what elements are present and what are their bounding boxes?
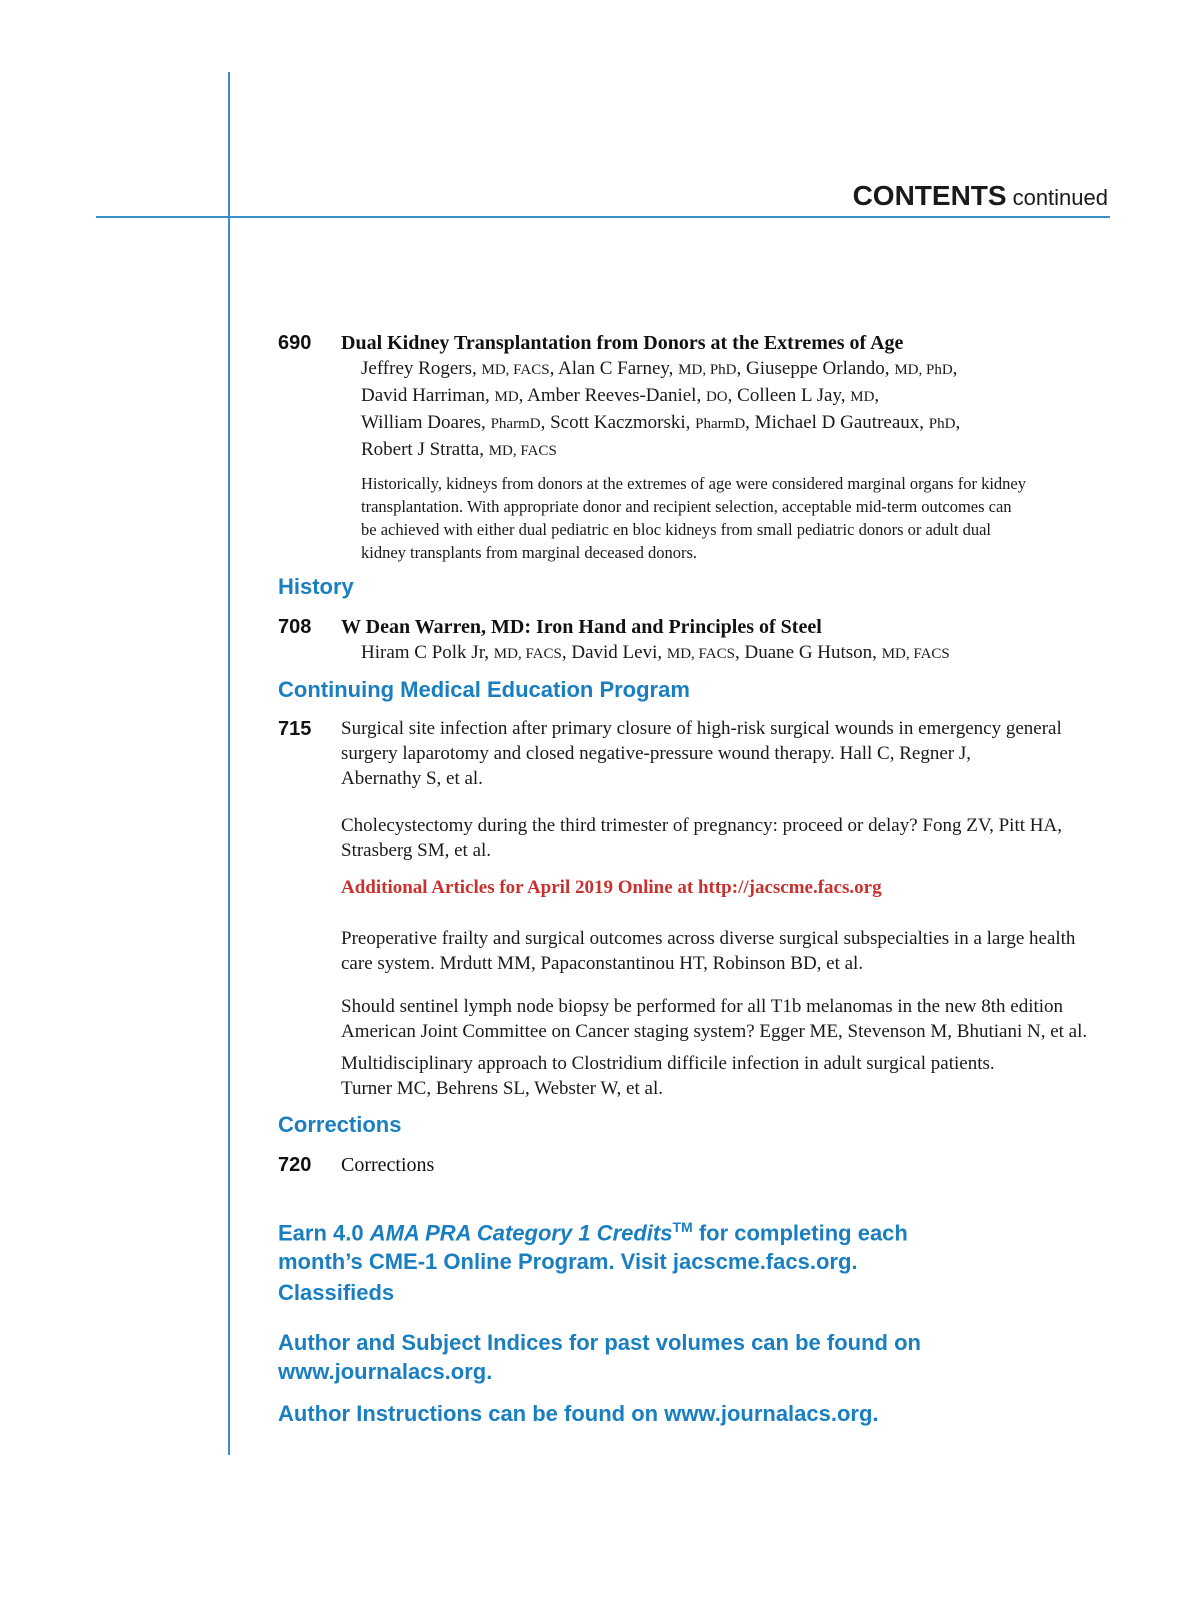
- author-instructions-note[interactable]: Author Instructions can be found on www.journalacs.org.: [278, 1401, 879, 1426]
- header-title: CONTENTS: [852, 180, 1007, 211]
- text-line: Author and Subject Indices for past volumes can be found on: [278, 1330, 921, 1355]
- abstract-690: [361, 472, 1111, 564]
- page-number-690: 690: [278, 332, 312, 354]
- section-history: History: [278, 574, 354, 599]
- author-name: , Duane G Hutson,: [734, 642, 882, 663]
- page-number-708: 708: [278, 616, 312, 638]
- author-name: , Scott Kaczmorski,: [540, 412, 696, 433]
- author-line: [361, 437, 1101, 464]
- cme-item-5[interactable]: [341, 1051, 1116, 1101]
- authors-708: [361, 640, 1101, 667]
- author-degree: MD, FACS: [493, 646, 562, 662]
- author-degree: MD, FACS: [488, 443, 557, 459]
- author-degree: MD, PhD: [894, 362, 953, 378]
- vertical-rule: [228, 72, 230, 1455]
- earn-suffix: for completing each: [692, 1220, 908, 1246]
- header-subtitle: continued: [1012, 185, 1108, 210]
- author-name: ,: [874, 385, 880, 406]
- text-line: Surgical site infection after primary closure of high-risk surgical wounds in emergency general: [341, 718, 1062, 739]
- author-degree: PharmD: [695, 416, 746, 432]
- page-number-715: 715: [278, 718, 312, 740]
- section-corrections: Corrections: [278, 1112, 402, 1137]
- author-name: William Doares,: [361, 412, 491, 433]
- text-line: Abernathy S, et al.: [341, 768, 483, 789]
- author-line: [361, 640, 1101, 667]
- text-line: care system. Mrdutt MM, Papaconstantinou HT, Robinson BD, et al.: [341, 953, 864, 974]
- cme-item-4[interactable]: [341, 994, 1116, 1044]
- earn-prefix: Earn 4.0: [278, 1220, 370, 1246]
- author-name: , Michael D Gautreaux,: [745, 412, 929, 433]
- authors-690: [361, 356, 1101, 464]
- article-title-690[interactable]: Dual Kidney Transplantation from Donors at the Extremes of Age: [341, 332, 904, 354]
- text-line: www.journalacs.org.: [278, 1359, 493, 1384]
- text-line: Preoperative frailty and surgical outcomes across diverse surgical subspecialties in a large health: [341, 928, 1076, 949]
- author-name: , Amber Reeves-Daniel,: [518, 385, 706, 406]
- contents-header: [853, 180, 1108, 212]
- text-line: surgery laparotomy and closed negative-pressure wound therapy. Hall C, Regner J,: [341, 743, 971, 764]
- author-name: , Giuseppe Orlando,: [736, 358, 895, 379]
- earn-line-2[interactable]: month’s CME-1 Online Program. Visit jacscme.facs.org.: [278, 1249, 858, 1275]
- text-line: kidney transplants from marginal deceased donors.: [361, 543, 698, 562]
- earn-credits-block: [278, 1213, 908, 1276]
- section-cme: Continuing Medical Education Program: [278, 677, 690, 702]
- author-degree: PharmD: [490, 416, 541, 432]
- author-line: [361, 356, 1101, 383]
- text-line: be achieved with either dual pediatric en bloc kidneys from small pediatric donors or adult dual: [361, 520, 992, 539]
- horizontal-rule: [96, 216, 1110, 218]
- page-number-720: 720: [278, 1154, 312, 1176]
- author-name: Hiram C Polk Jr,: [361, 642, 494, 663]
- classifieds-heading: Classifieds: [278, 1280, 395, 1305]
- text-line: American Joint Committee on Cancer staging system? Egger ME, Stevenson M, Bhutiani N, et al.: [341, 1021, 1088, 1042]
- corrections-title[interactable]: Corrections: [341, 1154, 435, 1176]
- trademark-mark: TM: [672, 1219, 693, 1235]
- cme-item-1[interactable]: [341, 716, 1116, 791]
- author-degree: MD: [850, 389, 875, 405]
- earn-line-1: [278, 1213, 908, 1247]
- indices-note[interactable]: [278, 1328, 921, 1386]
- author-name: , David Levi,: [561, 642, 667, 663]
- author-degree: MD, PhD: [678, 362, 737, 378]
- text-line: transplantation. With appropriate donor and recipient selection, acceptable mid-term outcomes can: [361, 497, 1012, 516]
- author-name: ,: [952, 358, 958, 379]
- author-degree: DO: [705, 389, 728, 405]
- author-degree: MD, FACS: [666, 646, 735, 662]
- additional-articles-link[interactable]: Additional Articles for April 2019 Online at http://jacscme.facs.org: [341, 877, 882, 898]
- author-name: , Alan C Farney,: [549, 358, 679, 379]
- author-name: Robert J Stratta,: [361, 439, 489, 460]
- cme-item-2[interactable]: [341, 813, 1116, 863]
- text-line: Turner MC, Behrens SL, Webster W, et al.: [341, 1078, 663, 1099]
- author-name: David Harriman,: [361, 385, 495, 406]
- author-name: Jeffrey Rogers,: [361, 358, 482, 379]
- author-degree: MD: [494, 389, 519, 405]
- article-title-708[interactable]: W Dean Warren, MD: Iron Hand and Principles of Steel: [341, 616, 822, 638]
- author-degree: MD, FACS: [481, 362, 550, 378]
- text-line: Historically, kidneys from donors at the extremes of age were considered marginal organs for kidney: [361, 474, 1026, 493]
- text-line: Should sentinel lymph node biopsy be performed for all T1b melanomas in the new 8th edition: [341, 996, 1064, 1017]
- text-line: Cholecystectomy during the third trimester of pregnancy: proceed or delay? Fong ZV, Pitt HA,: [341, 815, 1062, 836]
- author-name: ,: [955, 412, 961, 433]
- text-line: Multidisciplinary approach to Clostridium difficile infection in adult surgical patients.: [341, 1053, 995, 1074]
- author-name: , Colleen L Jay,: [727, 385, 851, 406]
- cme-item-3[interactable]: [341, 926, 1116, 976]
- author-degree: PhD: [928, 416, 956, 432]
- author-line: [361, 383, 1101, 410]
- earn-credits-italic: AMA PRA Category 1 Credits: [369, 1220, 673, 1246]
- text-line: Strasberg SM, et al.: [341, 840, 492, 861]
- author-line: [361, 410, 1101, 437]
- author-degree: MD, FACS: [881, 646, 950, 662]
